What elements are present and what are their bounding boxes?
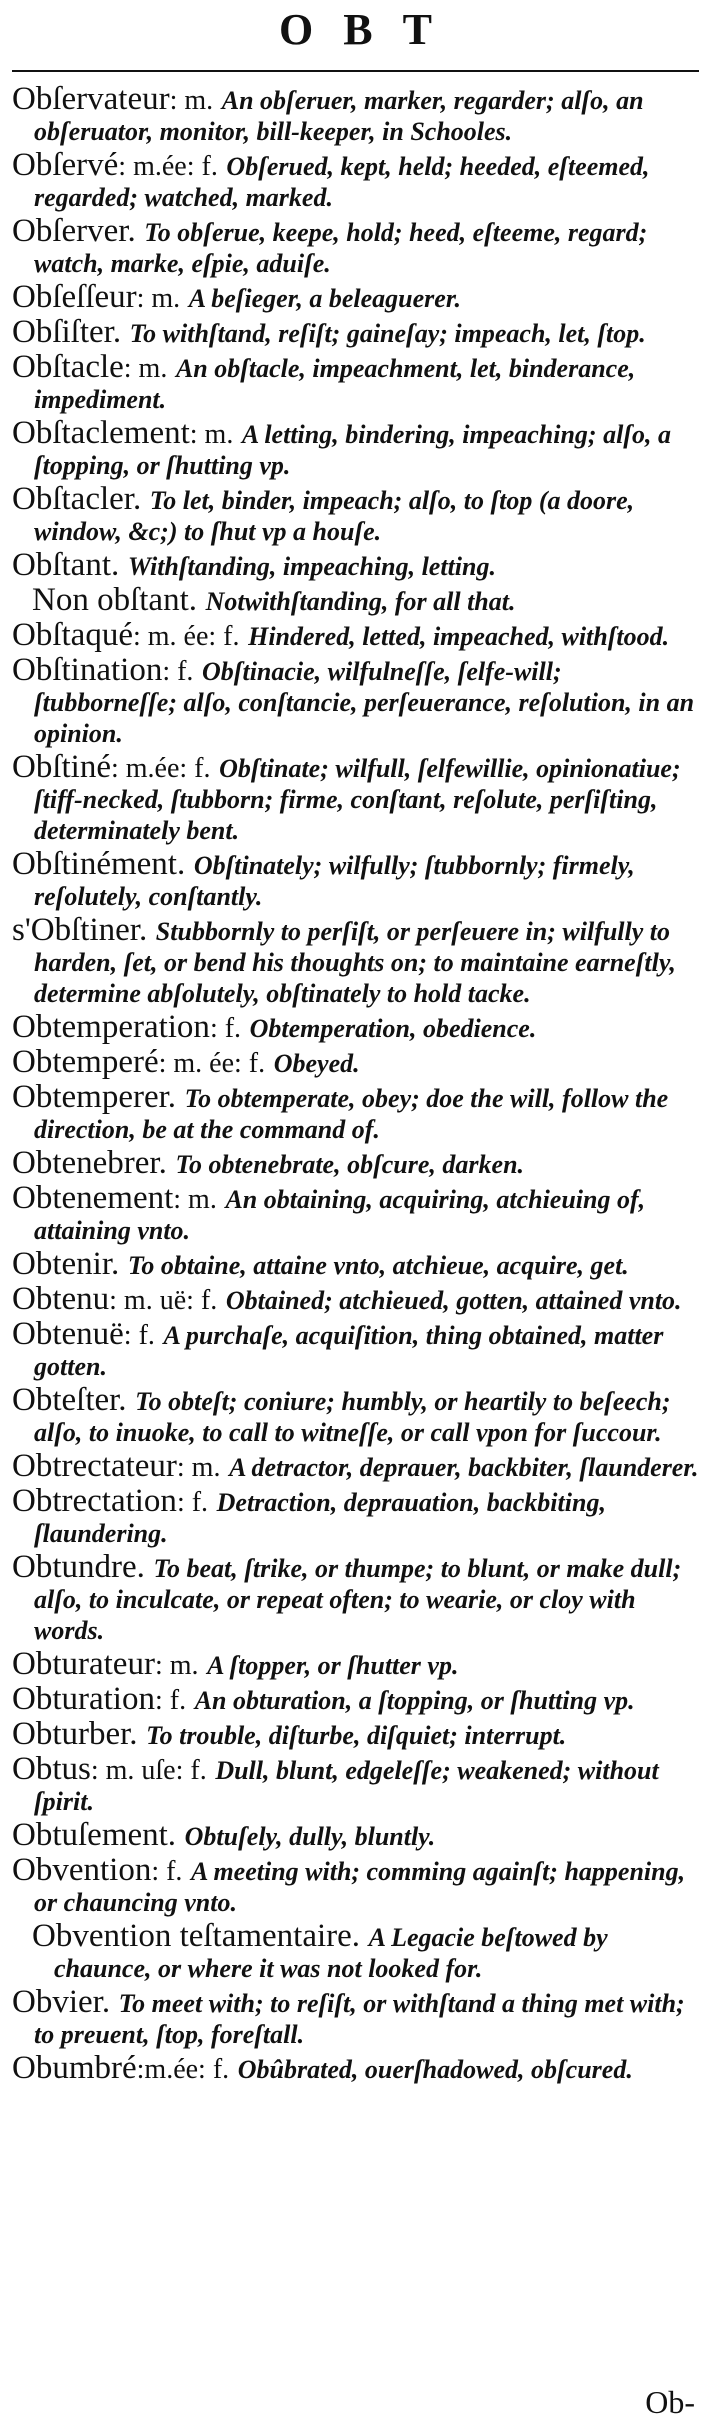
definition: Obſtinately; wilfully; ſtubbornly; firmely, reſolutely, conſtantly. <box>34 851 635 911</box>
grammar-label: : m. <box>176 1452 221 1483</box>
dictionary-entry <box>12 547 699 583</box>
dictionary-entry <box>12 81 699 147</box>
definition: A meeting with; comming againſt; happening, or chauncing vnto. <box>34 1857 686 1917</box>
dictionary-entry <box>12 1145 699 1181</box>
definition: A letting, bindering, impeaching; alſo, a ſtopping, or ſhutting vp. <box>34 420 671 480</box>
dictionary-entry <box>12 1483 699 1549</box>
dictionary-entry <box>12 213 699 279</box>
definition: Notwithſtanding, for all that. <box>205 587 516 616</box>
definition: Obſtinacie, wilfulneſſe, ſelfe-will; ſtubborneſſe; alſo, conſtancie, perſeuerance, reſolution, in an opinion. <box>34 657 695 748</box>
definition: Obtained; atchieued, gotten, attained vnto. <box>225 1286 682 1315</box>
grammar-label: : m.ée: f. <box>118 151 218 182</box>
grammar-label: : f. <box>209 1013 242 1044</box>
headword: Obtrectateur <box>12 1448 177 1484</box>
grammar-label: : m. <box>169 85 214 116</box>
dictionary-entry <box>12 415 699 481</box>
dictionary-entry <box>12 279 699 315</box>
headword: Obſtant. <box>12 547 120 583</box>
definition: A detractor, deprauer, backbiter, ſlaunderer. <box>229 1453 699 1482</box>
dictionary-entry <box>12 1984 699 2050</box>
definition: A purchaſe, acquiſition, thing obtained, matter gotten. <box>34 1321 664 1381</box>
grammar-label: : f. <box>151 1856 183 1887</box>
headword: Obtemperé <box>12 1044 159 1080</box>
dictionary-entry <box>12 1681 699 1717</box>
header-rule <box>12 70 699 72</box>
definition: To obteſt; coniure; humbly, or heartily to beſeech; alſo, to inuoke, to call to witneſſe, or call vpon for ſuccour. <box>34 1387 671 1447</box>
definition: Obſtinate; wilfull, ſelfewillie, opinionatiue; ſtiff-necked, ſtubborn; firme, conſtant, reſolute, perſiſting, determinately bent. <box>34 754 681 845</box>
grammar-label: :m.ée: f. <box>136 2054 230 2085</box>
headword: Obtenu <box>12 1281 110 1317</box>
headword: Obvention <box>12 1852 152 1888</box>
dictionary-entry <box>12 349 699 415</box>
headword: s'Obſtiner. <box>12 912 148 948</box>
dictionary-entry <box>12 2050 699 2086</box>
dictionary-entry <box>12 1079 699 1145</box>
dictionary-entry <box>12 1180 699 1246</box>
definition: A ſtopper, or ſhutter vp. <box>207 1651 459 1680</box>
page-header: OBT <box>279 5 462 54</box>
definition: To meet with; to reſiſt, or withſtand a thing met with; to preuent, ſtop, foreſtall. <box>34 1989 685 2049</box>
definition: An obſeruer, marker, regarder; alſo, an obſeruator, monitor, bill-keeper, in Schooles. <box>34 86 644 146</box>
headword: Obumbré <box>12 2050 137 2086</box>
dictionary-entry <box>12 1448 699 1484</box>
definition: To let, binder, impeach; alſo, to ſtop (a doore, window, &c;) to ſhut vp a houſe. <box>34 486 635 546</box>
grammar-label: : m. ée: f. <box>158 1048 266 1079</box>
headword: Obſtaqué <box>12 617 133 653</box>
dictionary-entry <box>12 147 699 213</box>
definition: To withſtand, reſiſt; gaineſay; impeach, let, ſtop. <box>129 319 646 348</box>
headword: Obſerver. <box>12 213 136 249</box>
headword: Obſtination <box>12 652 163 688</box>
headword: Obſtacle <box>12 349 124 385</box>
headword: Obtrectation <box>12 1483 177 1519</box>
headword: Obſervateur <box>12 81 170 117</box>
definition: Detraction, deprauation, backbiting, ſlaundering. <box>34 1488 606 1548</box>
dictionary-entry <box>12 1817 699 1853</box>
grammar-label: : m. <box>123 353 168 384</box>
grammar-label: : m. <box>173 1184 217 1215</box>
headword: Obtenebrer. <box>12 1145 167 1181</box>
definition: Obſerued, kept, held; heeded, eſteemed, regarded; watched, marked. <box>34 152 650 212</box>
dictionary-entry <box>12 1044 699 1080</box>
headword: Obſeſſeur <box>12 279 137 315</box>
headword: Obſervé <box>12 147 119 183</box>
dictionary-entry <box>12 1646 699 1682</box>
dictionary-entry <box>12 1549 699 1646</box>
dictionary-entry <box>12 1852 699 1918</box>
definition: To obtenebrate, obſcure, darken. <box>175 1150 525 1179</box>
headword: Obtenuë <box>12 1316 124 1352</box>
definition: A Legacie beſtowed by chaunce, or where it was not looked for. <box>54 1923 608 1983</box>
definition: Withſtanding, impeaching, letting. <box>127 552 496 581</box>
headword: Obſtacler. <box>12 481 142 517</box>
headword: Obtundre. <box>12 1549 145 1585</box>
grammar-label: : m. <box>136 283 181 314</box>
dictionary-entry <box>12 582 699 618</box>
headword: Obtemperer. <box>12 1079 177 1115</box>
grammar-label: : f. <box>162 656 194 687</box>
definition: To obtaine, attaine vnto, atchieue, acquire, get. <box>127 1251 629 1280</box>
headword: Obſtaclement <box>12 415 190 451</box>
definition: Dull, blunt, edgeleſſe; weakened; without ſpirit. <box>34 1756 659 1816</box>
dictionary-entry <box>12 846 699 912</box>
dictionary-entry <box>12 1281 699 1317</box>
headword: Obſiſter. <box>12 314 122 350</box>
grammar-label: : m. <box>189 419 234 450</box>
dictionary-entry <box>12 652 699 749</box>
headword: Obſtinément. <box>12 846 186 882</box>
definition: Obtemperation, obedience. <box>249 1014 537 1043</box>
dictionary-entry <box>12 1246 699 1282</box>
grammar-label: : f. <box>123 1320 155 1351</box>
definition: To obtemperate, obey; doe the will, follow the direction, be at the command of. <box>34 1084 669 1144</box>
definition: Stubbornly to perſiſt, or perſeuere in; wilfully to harden, ſet, or bend his thoughts on; to maintaine earneſtly, determine abſolutely, obſtinately to hold tacke. <box>34 917 676 1008</box>
dictionary-entry <box>12 1009 699 1045</box>
definition: Obtuſely, dully, bluntly. <box>184 1822 436 1851</box>
definition: To obſerue, keepe, hold; heed, eſteeme, regard; watch, marke, eſpie, aduiſe. <box>34 218 648 278</box>
headword: Obtemperation <box>12 1009 210 1045</box>
dictionary-entry <box>12 1382 699 1448</box>
grammar-label: : f. <box>176 1487 209 1518</box>
definition: Hindered, letted, impeached, withſtood. <box>248 622 670 651</box>
dictionary-entry <box>12 617 699 653</box>
headword: Non obſtant. <box>32 582 197 618</box>
definition: Obûbrated, ouerſhadowed, obſcured. <box>237 2055 633 2084</box>
definition: Obeyed. <box>273 1049 360 1078</box>
headword: Obtus <box>12 1751 91 1787</box>
headword: Obtenir. <box>12 1246 120 1282</box>
definition: An obſtacle, impeachment, let, binderance, impediment. <box>34 354 636 414</box>
grammar-label: : m. uſe: f. <box>90 1755 207 1786</box>
definition: An obturation, a ſtopping, or ſhutting vp. <box>194 1686 635 1715</box>
definition: To beat, ſtrike, or thumpe; to blunt, or make dull; alſo, to inculcate, or repeat often; to wearie, or cloy with words. <box>34 1554 682 1645</box>
grammar-label: : f. <box>154 1685 187 1716</box>
headword: Obvention teſtamentaire. <box>32 1918 361 1954</box>
grammar-label: : m. <box>154 1650 199 1681</box>
dictionary-entry <box>12 749 699 846</box>
grammar-label: : m. uë: f. <box>109 1285 218 1316</box>
definition: A beſieger, a beleaguerer. <box>188 284 462 313</box>
definition: An obtaining, acquiring, atchieuing of, attaining vnto. <box>34 1185 646 1245</box>
definition: To trouble, diſturbe, diſquiet; interrupt. <box>146 1721 567 1750</box>
dictionary-entry <box>12 1716 699 1752</box>
entries-list <box>12 81 699 2086</box>
headword: Obturation <box>12 1681 155 1717</box>
catchword: Ob- <box>645 2384 695 2420</box>
dictionary-entry <box>12 314 699 350</box>
headword: Obtuſement. <box>12 1817 177 1853</box>
headword: Obvier. <box>12 1984 111 2020</box>
dictionary-entry <box>12 1918 699 1984</box>
grammar-label: : m. ée: f. <box>132 621 240 652</box>
dictionary-entry <box>12 912 699 1009</box>
headword: Obturateur <box>12 1646 155 1682</box>
grammar-label: : m.ée: f. <box>110 753 211 784</box>
headword: Obſtiné <box>12 749 111 785</box>
dictionary-entry <box>12 481 699 547</box>
dictionary-entry <box>12 1751 699 1817</box>
headword: Obteſter. <box>12 1382 127 1418</box>
headword: Obturber. <box>12 1716 138 1752</box>
dictionary-entry <box>12 1316 699 1382</box>
headword: Obtenement <box>12 1180 174 1216</box>
